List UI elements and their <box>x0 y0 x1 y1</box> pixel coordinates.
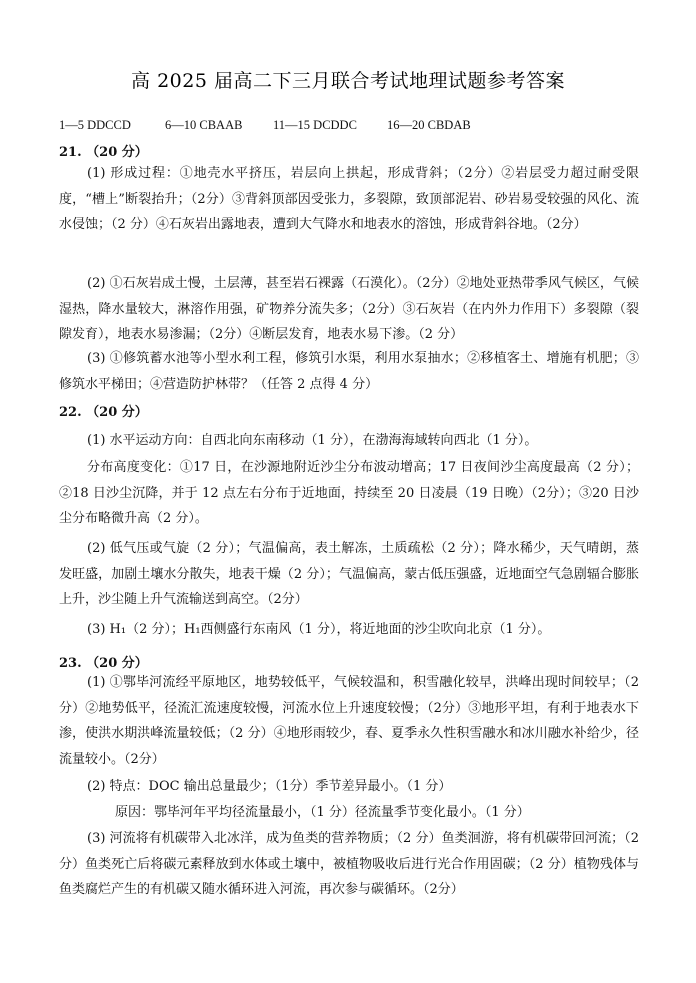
q21-part2: (2) ①石灰岩成土慢，土层薄，甚至岩石裸露（石漠化）。（2分）②地处亚热带季风气候区，气候湿热，降水量较大，淋溶作用强，矿物养分流失多；（2分）③石灰岩（在内外力作用下）多裂隙（裂隙发育），地表水易渗漏；（2分）④断层发育，地表水易下渗。（2 分） <box>59 276 639 342</box>
q22-heading: 22. （20 分） <box>59 405 148 420</box>
multiple-choice-answers <box>59 118 471 133</box>
q23-part3: (3) 河流将有机碳带入北冰洋，成为鱼类的营养物质；（2 分）鱼类洄游，将有机碳带回河流；（2 分）鱼类死亡后将碳元素释放到水体或土壤中，被植物吸收后进行光合作用固碳；（2 分）植物残体与鱼类腐烂产生的有机碳又随水循环进入河流，再次参与碳循环。（2分） <box>59 831 639 897</box>
answers-16-20: 16—20 CBDAB <box>387 118 471 132</box>
answers-11-15: 11—15 DCDDC <box>273 118 357 132</box>
q23-part2-reasons: 原因：鄂毕河年平均径流量最小，（1 分）径流量季节变化最小。（1 分） <box>115 805 530 820</box>
q21-part1: (1) 形成过程：①地壳水平挤压，岩层向上拱起，形成背斜；（2分）②岩层受力超过耐受限度，“槽上”断裂抬升；（2分）③背斜顶部因受张力，多裂隙，致顶部泥岩、砂岩易受较强的风化、流水侵蚀；（2 分）④石灰岩出露地表，遭到大气降水和地表水的溶蚀，形成背斜谷地。（2分） <box>59 166 639 232</box>
q21-part3: (3) ①修筑蓄水池等小型水利工程，修筑引水渠，利用水泵抽水；②移植客土、增施有机肥；③修筑水平梯田；④营造防护林带？（任答 2 点得 4 分） <box>59 351 639 392</box>
q22-part1-height: 分布高度变化：①17 日，在沙源地附近沙尘分布波动增高；17 日夜间沙尘高度最高（2 分）；②18 日沙尘沉降，并于 12 点左右分布于近地面，持续至 20 日凌晨（19 日晚）（2分）；③20 日沙尘分布略微升高（2 分）。 <box>59 460 639 526</box>
q23-part1: (1) ①鄂毕河流经平原地区，地势较低平，气候较温和，积雪融化较早，洪峰出现时间较早；（2分）②地势低平，径流汇流速度较慢，河流水位上升速度较慢；（2分）③地形平坦，有利于地表水下渗，使洪水期洪峰流量较低；（2 分）④地形雨较少，春、夏季永久性积雪融水和冰川融水补给少，径流量较小。（2分） <box>59 675 639 767</box>
page-title: 高 2025 届高二下三月联合考试地理试题参考答案 <box>131 70 565 92</box>
q22-part3: (3) H₁（2 分）；H₁西侧盛行东南风（1 分），将近地面的沙尘吹向北京（1 分）。 <box>87 622 551 637</box>
q22-part1: (1) 水平运动方向：自西北向东南移动（1 分），在渤海海域转向西北（1 分）。 <box>87 433 538 448</box>
q23-part2-features: (2) 特点：DOC 输出总量最少；（1分）季节差异最小。（1 分） <box>87 779 452 794</box>
q23-heading: 23. （20 分） <box>59 656 148 671</box>
answers-6-10: 6—10 CBAAB <box>165 118 243 132</box>
q21-heading: 21. （20 分） <box>59 145 148 160</box>
q22-part2: (2) 低气压或气旋（2 分）；气温偏高，表土解冻，土质疏松（2 分）；降水稀少，天气晴朗，蒸发旺盛，加剧土壤水分散失，地表干燥（2 分）；气温偏高，蒙古低压强盛，近地面空气急剧辐合膨胀上升，沙尘随上升气流输送到高空。（2分） <box>59 541 639 607</box>
answers-1-5: 1—5 DDCCD <box>59 118 131 132</box>
